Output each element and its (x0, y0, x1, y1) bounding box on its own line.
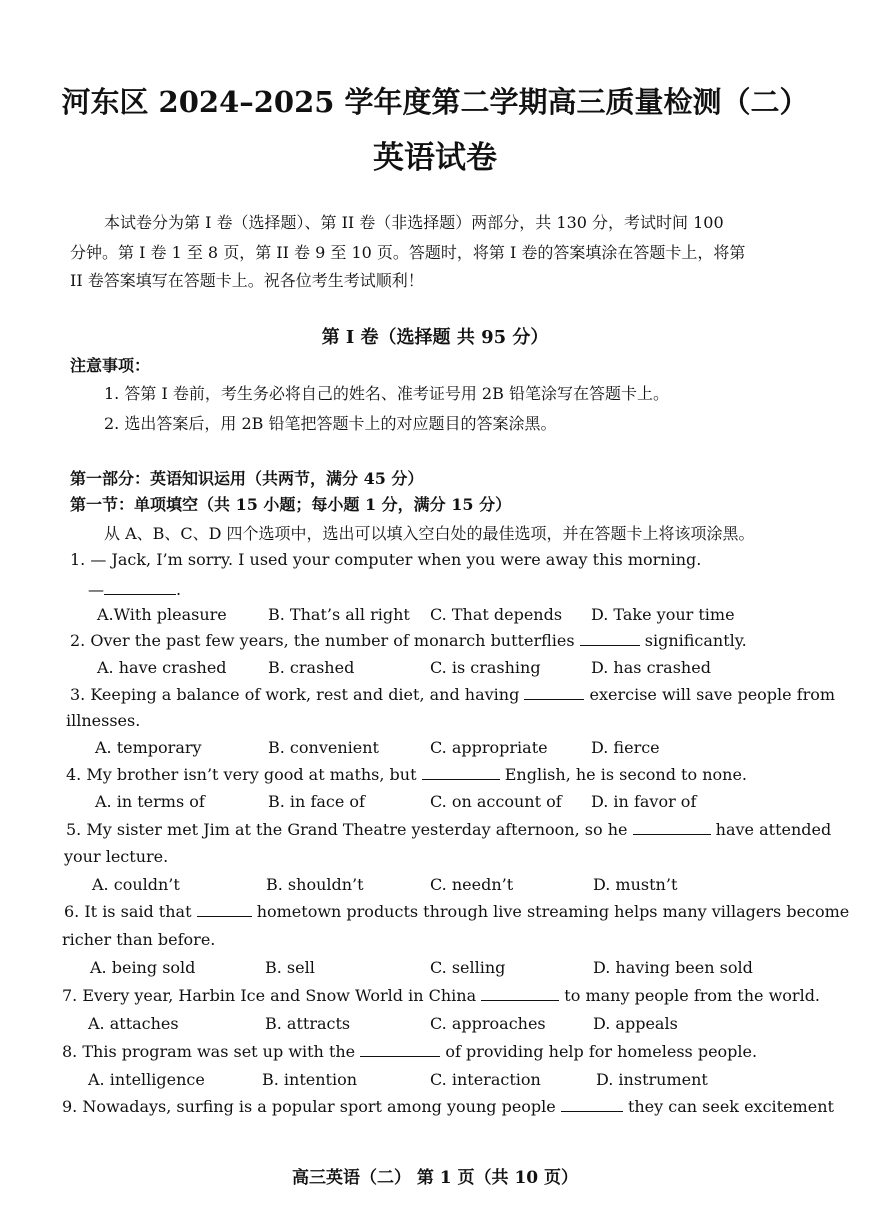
q2-option-b: B. crashed (268, 658, 355, 677)
q7-option-a: A. attaches (88, 1014, 179, 1033)
section-heading: 第一节：单项填空（共 15 小题；每小题 1 分，满分 15 分） (70, 495, 512, 514)
q9-text-post: they can seek excitement (627, 1097, 834, 1116)
answer-blank (422, 765, 500, 780)
q3-option-c: C. appropriate (430, 738, 548, 757)
q8-option-c: C. interaction (430, 1070, 541, 1089)
q6-text-pre: 6. It is said that (64, 902, 192, 921)
exam-title: 河东区 2024–2025 学年度第二学期高三质量检测（二） (61, 85, 809, 119)
q3-option-a: A. temporary (95, 738, 202, 757)
q6-option-d: D. having been sold (593, 958, 753, 977)
question-3 (70, 685, 835, 704)
q7-text-pre: 7. Every year, Harbin Ice and Snow World in China (62, 986, 477, 1005)
q7-option-d: D. appeals (593, 1014, 678, 1033)
period: . (176, 580, 182, 599)
question-9 (62, 1097, 834, 1116)
q4-text-post: English, he is second to none. (504, 765, 747, 784)
intro-line-3: II 卷答案填写在答题卡上。祝各位考生考试顺利！ (70, 271, 424, 290)
answer-blank (360, 1042, 440, 1057)
q4-text-pre: 4. My brother isn’t very good at maths, but (66, 765, 417, 784)
q4-option-a: A. in terms of (95, 792, 205, 811)
q5-text-pre: 5. My sister met Jim at the Grand Theatre yesterday afternoon, so he (66, 820, 628, 839)
q6-option-c: C. selling (430, 958, 506, 977)
q1-option-c: C. That depends (430, 605, 563, 624)
question-1-line-2 (88, 580, 181, 599)
q1-option-d: D. Take your time (591, 605, 735, 624)
intro-line-1: 本试卷分为第 I 卷（选择题）、第 II 卷（非选择题）两部分，共 130 分，考试时间 100 (104, 213, 724, 232)
notice-title: 注意事项： (70, 356, 151, 375)
answer-blank (633, 820, 711, 835)
notice-2: 2. 选出答案后，用 2B 铅笔把答题卡上的对应题目的答案涂黑。 (104, 414, 557, 433)
q2-text-pre: 2. Over the past few years, the number of monarch butterflies (70, 631, 575, 650)
question-4 (66, 765, 747, 784)
q7-option-c: C. approaches (430, 1014, 546, 1033)
q5-text-post: have attended (715, 820, 832, 839)
exam-subtitle: 英语试卷 (373, 140, 497, 176)
q6-text-post: hometown products through live streaming helps many villagers become (256, 902, 850, 921)
question-6 (64, 902, 849, 921)
q8-option-d: D. instrument (596, 1070, 708, 1089)
q5-option-a: A. couldn’t (92, 875, 180, 894)
q2-option-d: D. has crashed (591, 658, 711, 677)
section1-heading: 第 I 卷（选择题 共 95 分） (321, 327, 549, 348)
q8-option-a: A. intelligence (88, 1070, 205, 1089)
q5-option-d: D. mustn’t (593, 875, 678, 894)
q3-text-post: exercise will save people from (589, 685, 836, 704)
q8-text-post: of providing help for homeless people. (445, 1042, 758, 1061)
page-footer: 高三英语（二） 第 1 页（共 10 页） (291, 1168, 579, 1188)
q8-option-b: B. intention (262, 1070, 358, 1089)
q7-option-b: B. attracts (265, 1014, 351, 1033)
q8-text-pre: 8. This program was set up with the (62, 1042, 356, 1061)
q1-option-b: B. That’s all right (268, 605, 410, 624)
q2-option-a: A. have crashed (97, 658, 227, 677)
q3-option-b: B. convenient (268, 738, 379, 757)
q3-text-pre: 3. Keeping a balance of work, rest and diet, and having (70, 685, 520, 704)
question-1-line-1: 1. — Jack, I’m sorry. I used your computer when you were away this morning. (70, 550, 702, 569)
answer-blank (561, 1097, 623, 1112)
dash: — (88, 580, 104, 599)
notice-1: 1. 答第 I 卷前，考生务必将自己的姓名、准考证号用 2B 铅笔涂写在答题卡上。 (104, 384, 669, 403)
q3-option-d: D. fierce (591, 738, 660, 757)
intro-line-2: 分钟。第 I 卷 1 至 8 页，第 II 卷 9 至 10 页。答题时，将第 I 卷的答案填涂在答题卡上，将第 (70, 243, 746, 262)
q4-option-b: B. in face of (268, 792, 365, 811)
q6-option-a: A. being sold (90, 958, 196, 977)
q5-option-b: B. shouldn’t (266, 875, 364, 894)
answer-blank (580, 631, 640, 646)
question-6-cont: richer than before. (62, 930, 216, 949)
q2-option-c: C. is crashing (430, 658, 541, 677)
question-2 (70, 631, 747, 650)
question-5 (66, 820, 831, 839)
q5-option-c: C. needn’t (430, 875, 514, 894)
q9-text-pre: 9. Nowadays, surfing is a popular sport among young people (62, 1097, 556, 1116)
answer-blank (197, 902, 252, 917)
question-7 (62, 986, 820, 1005)
question-5-cont: your lecture. (64, 847, 169, 866)
question-3-cont: illnesses. (66, 711, 141, 730)
q2-text-post: significantly. (644, 631, 747, 650)
answer-blank (481, 986, 559, 1001)
answer-blank (104, 580, 176, 595)
question-8 (62, 1042, 757, 1061)
part1-heading: 第一部分：英语知识运用（共两节，满分 45 分） (70, 469, 424, 488)
q1-option-a: A.With pleasure (97, 605, 227, 624)
q7-text-post: to many people from the world. (564, 986, 821, 1005)
q6-option-b: B. sell (265, 958, 315, 977)
section-instruction: 从 A、B、C、D 四个选项中，选出可以填入空白处的最佳选项，并在答题卡上将该项涂黑。 (104, 524, 755, 543)
q4-option-c: C. on account of (430, 792, 562, 811)
q4-option-d: D. in favor of (591, 792, 697, 811)
answer-blank (524, 685, 584, 700)
